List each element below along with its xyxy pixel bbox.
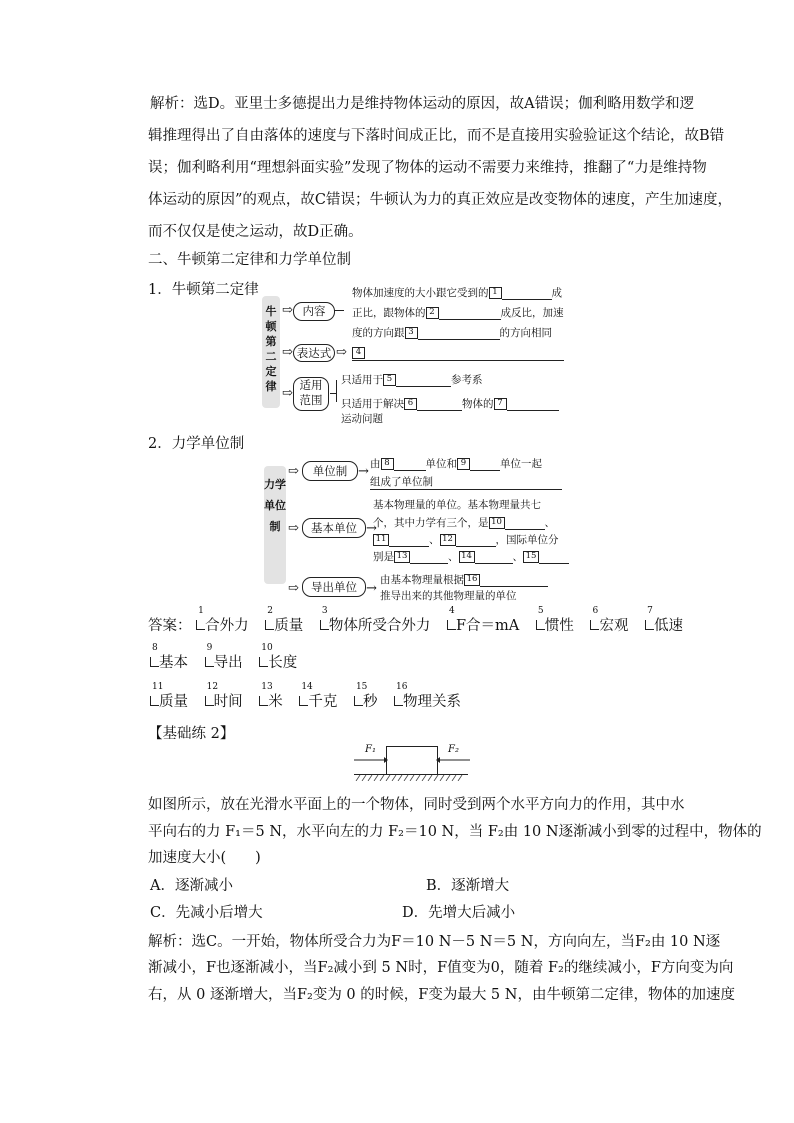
- basic-line-1: 基本物理量的单位。基本物理量共七: [373, 499, 541, 511]
- answer-item: 8 基本: [152, 643, 188, 671]
- analysis-1-line-5: 而不仅仅是使之运动，故D正确。: [148, 224, 363, 240]
- answer-item: 16 物理关系: [396, 682, 462, 710]
- basic-line-3: 11 、 12 ，国际单位分: [373, 532, 559, 547]
- answers-row-1: [148, 606, 695, 635]
- diagram1-vertical-label: 牛顿第二定律: [262, 296, 280, 408]
- content-line-1: 物体加速度的大小跟它受到的 1 成: [352, 287, 562, 299]
- question-line-1: 如图所示，放在光滑水平面上的一个物体，同时受到两个水平方向力的作用，其中水: [148, 797, 685, 813]
- derived-line-2: 推导出来的其他物理量的单位: [380, 590, 517, 602]
- f1-label: F₁: [365, 744, 376, 755]
- analysis-2-line-1: 解析：选C。一开始，物体所受合力为F＝10 N－5 N＝5 N，方向向左，当F₂由 10 N逐: [148, 934, 721, 950]
- analysis-2-line-3: 右，从 0 逐渐增大，当F₂变为 0 的时候，F变为最大 5 N，由牛顿第二定律，物体的加速度: [148, 987, 735, 1003]
- content-line-2: 正比，跟物体的 2 成反比，加速: [352, 307, 564, 319]
- formula-underline: [352, 360, 564, 361]
- bracket-line: [336, 380, 337, 402]
- sub-title-1: 1．牛顿第二定律: [148, 282, 259, 298]
- answer-item: 14 千克: [301, 682, 338, 710]
- basic-line-2: 个，其中力学有三个，是 10 、: [373, 517, 555, 529]
- derived-line-1: 由基本物理量根据 16: [380, 572, 548, 587]
- box-unit-system: 单位制: [302, 461, 358, 481]
- analysis-1-line-3: 误；伽利略利用“理想斜面实验”发现了物体的运动不需要力来维持，推翻了“力是维持物: [148, 160, 707, 176]
- arrow-icon: →: [366, 521, 377, 536]
- arrow-icon: ⇨: [282, 345, 293, 360]
- answers-row-2: [150, 643, 309, 672]
- answer-item: 2 质量: [267, 606, 304, 634]
- answer-item: 6 宏观: [592, 606, 629, 634]
- analysis-1-line-4: 体运动的原因”的观点，故C错误；牛顿认为力的真正效应是改变物体的速度，产生加速度，: [148, 192, 733, 208]
- answers-label: 答案：: [148, 618, 192, 634]
- formula-line: 4: [352, 347, 365, 359]
- connector-line: [334, 310, 344, 311]
- answer-item: 10 长度: [261, 643, 298, 671]
- unit-underline: [370, 489, 562, 490]
- answer-item: 12 时间: [206, 682, 243, 710]
- ground-hatch: [354, 775, 468, 781]
- unit-line-1: 由 8 单位和 9 单位一起: [370, 458, 542, 470]
- answer-item: 9 导出: [206, 643, 243, 671]
- arrow-icon: ⇨: [336, 345, 347, 360]
- arrow-icon: →: [366, 581, 377, 596]
- section-title: 二、牛顿第二定律和力学单位制: [148, 252, 351, 268]
- arrow-icon: →: [358, 464, 369, 479]
- basic-line-4: 别是 13 、 14 、 15: [373, 549, 569, 564]
- arrow-right-icon: [354, 756, 388, 764]
- analysis-1-line-2: 辑推理得出了自由落体的速度与下落时间成正比，而不是直接用实验验证这个结论，故B错: [148, 128, 725, 144]
- sub-title-2: 2．力学单位制: [148, 436, 245, 452]
- arrow-icon: ⇨: [282, 386, 293, 401]
- arrow-icon: ⇨: [282, 303, 293, 318]
- analysis-2-line-2: 渐减小，F也逐渐减小，当F₂减小到 5 N时，F值变为0，随着 F₂的继续减小，F方向变为向: [148, 960, 734, 976]
- option-c: C．先减小后增大: [150, 905, 263, 921]
- scope-line-1: 只适用于 5 参考系: [341, 374, 483, 386]
- arrow-icon: ⇨: [288, 581, 299, 596]
- f2-label: F₂: [448, 744, 459, 755]
- answer-item: 5 惯性: [537, 606, 574, 634]
- answers-row-3: [150, 682, 473, 711]
- question-line-3: 加速度大小( ): [148, 850, 261, 866]
- answer-item: 1 合外力: [198, 606, 249, 634]
- answer-item: 13 米: [261, 682, 283, 710]
- arrow-left-icon: [436, 756, 470, 764]
- analysis-1-line-1: 解析：选D。亚里士多德提出力是维持物体运动的原因，故A错误；伽利略用数学和逻: [150, 96, 695, 112]
- box-scope-line-1: 适用: [299, 378, 323, 392]
- unit-line-2: 组成了单位制: [370, 476, 433, 488]
- answer-item: 3 物体所受合外力: [321, 606, 431, 634]
- content-line-3: 度的方向跟 3 的方向相同: [352, 327, 552, 339]
- block: [386, 746, 438, 775]
- option-a: A．逐渐减小: [150, 878, 233, 894]
- diagram2-vertical-label: 力学单位制: [264, 466, 286, 584]
- box-derived-unit: 导出单位: [302, 577, 366, 597]
- answer-item: 4 F合＝mA: [448, 606, 520, 634]
- answer-item: 11 质量: [152, 682, 188, 710]
- option-b: B．逐渐增大: [426, 878, 510, 894]
- box-formula: 表达式: [293, 344, 335, 362]
- scope-line-2: 只适用于解决 6 物体的 7: [341, 396, 559, 411]
- arrow-icon: ⇨: [288, 464, 299, 479]
- scope-line-3: 运动问题: [341, 413, 383, 425]
- answer-item: 7 低速: [647, 606, 684, 634]
- option-d: D．先增大后减小: [402, 905, 516, 921]
- arrow-icon: ⇨: [288, 521, 299, 536]
- box-scope: [293, 377, 329, 411]
- practice-title: 【基础练 2】: [148, 726, 235, 742]
- box-content: 内容: [293, 302, 335, 321]
- box-scope-line-2: 范围: [299, 393, 323, 407]
- answer-item: 15 秒: [355, 682, 378, 710]
- question-line-2: 平向右的力 F₁＝5 N，水平向左的力 F₂＝10 N，当 F₂由 10 N逐渐减小到零的过程中，物体的: [148, 824, 762, 840]
- box-basic-unit: 基本单位: [302, 518, 366, 538]
